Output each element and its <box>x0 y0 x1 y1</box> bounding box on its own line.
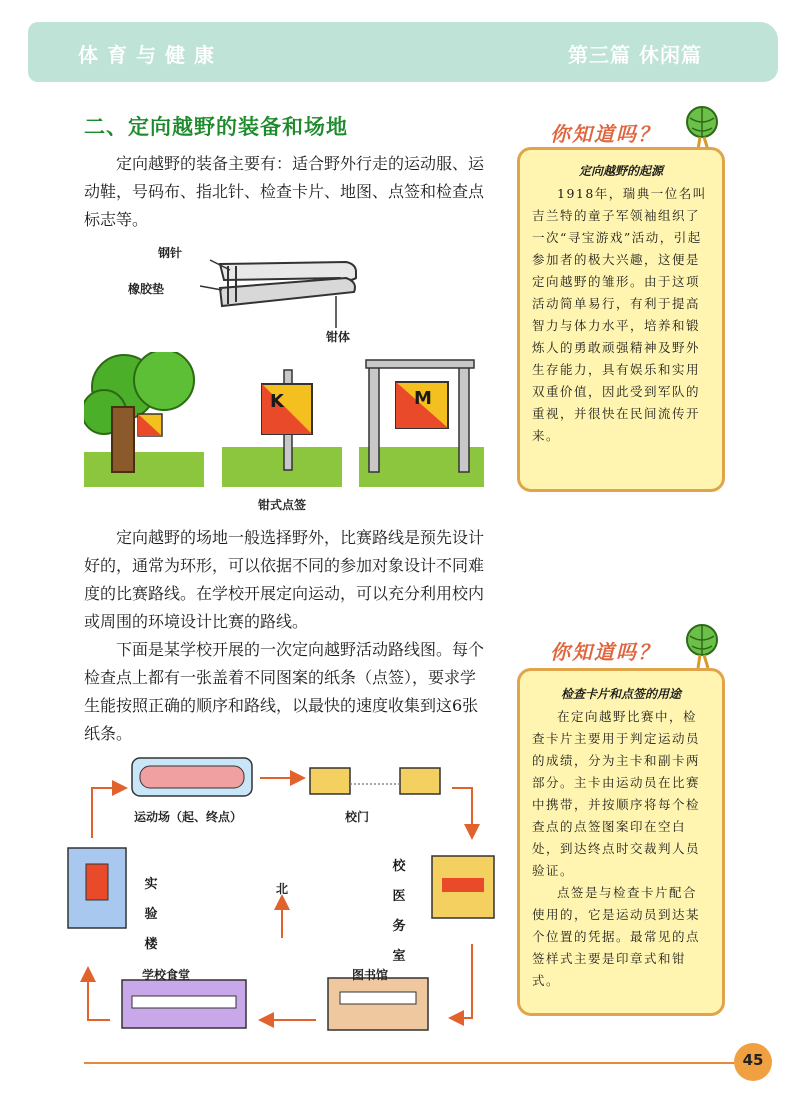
label-rubber-pad: 橡胶垫 <box>128 282 165 296</box>
sidebar2-box <box>517 668 725 1016</box>
school-gate-building <box>310 768 440 794</box>
sidebar2-heading: 检查卡片和点签的用途 <box>560 687 681 701</box>
flag-k-letter: K <box>270 391 284 412</box>
label-north: 北 <box>276 882 289 896</box>
sidebar1-heading: 定向越野的起源 <box>578 164 663 178</box>
section-title: 二、定向越野的装备和场地 <box>84 115 348 139</box>
stadium-building <box>132 758 252 796</box>
label-steel-pin: 钢针 <box>158 246 183 260</box>
sidebar1-title: 你知道吗？ <box>550 122 660 146</box>
label-library: 图书馆 <box>352 968 389 982</box>
sidebar2-text-1: 在定向越野比赛中，检查卡片主要用于判定运动员的成绩，分为主卡和副卡两部分。主卡由运动员在比赛中携带，并按顺序将每个检查点的点签图案印在空白处，到达终点时交裁判人员验证。 <box>532 709 701 878</box>
library-building <box>328 978 428 1030</box>
clinic-building <box>432 856 494 918</box>
paragraph-equipment: 定向越野的装备主要有：适合野外行走的运动服、运动鞋，号码布、指北针、检查卡片、地图、点签和检查点标志等。 <box>84 154 485 229</box>
punch-caption: 钳式点签 <box>258 498 307 512</box>
label-school-gate: 校门 <box>345 810 370 824</box>
sidebar1-text: 1918年，瑞典一位名叫吉兰特的童子军领袖组织了一次“寻宝游戏”活动，引起参加者的极大兴趣，这便是定向越野的雏形。由于这项活动简单易行，有利于提高智力与体力水平，培养和锻炼人的勇敢顽强精神及野外生存能力，具有娱乐和实用双重价值，因此受到军队的重视，并很快在民间流传开来。 <box>532 186 707 443</box>
header-chapter-title: 第三篇 休闲篇 <box>568 43 702 67</box>
label-school-clinic: 校医务室 <box>392 859 406 964</box>
sidebar2-title: 你知道吗？ <box>550 640 660 664</box>
lab-building <box>68 848 126 928</box>
label-canteen: 学校食堂 <box>142 968 191 982</box>
footer-rule <box>84 1062 744 1064</box>
punch-tool-illustration <box>150 238 390 348</box>
label-lab-building: 实验楼 <box>144 877 158 952</box>
label-clamp-body: 钳体 <box>326 330 351 344</box>
globe-mascot-icon <box>680 622 724 670</box>
label-stadium: 运动场（起、终点） <box>134 810 243 824</box>
canteen-building <box>122 980 246 1028</box>
globe-mascot-icon <box>680 104 724 152</box>
checkpoint-scenes-illustration <box>84 352 484 487</box>
sidebar2-text-2: 点签是与检查卡片配合使用的，它是运动员到达某个位置的凭据。最常见的点签样式主要是印章式和钳式。 <box>532 885 701 988</box>
header-book-title: 体育与健康 <box>78 43 223 67</box>
page-number: 45 <box>742 1051 764 1069</box>
paragraph-route-intro: 下面是某学校开展的一次定向越野活动路线图。每个检查点上都有一张盖着不同图案的纸条（点签），要求学生能按照正确的顺序和路线，以最快的速度收集到这6张纸条。 <box>84 640 485 743</box>
paragraph-venue: 定向越野的场地一般选择野外，比赛路线是预先设计好的，通常为环形，可以依据不同的参加对象设计不同难度的比赛路线。在学校开展定向运动，可以充分利用校内或周围的环境设计比赛的路线。 <box>84 528 485 631</box>
sidebar1-box <box>517 147 725 492</box>
flag-m-letter: M <box>414 388 432 409</box>
